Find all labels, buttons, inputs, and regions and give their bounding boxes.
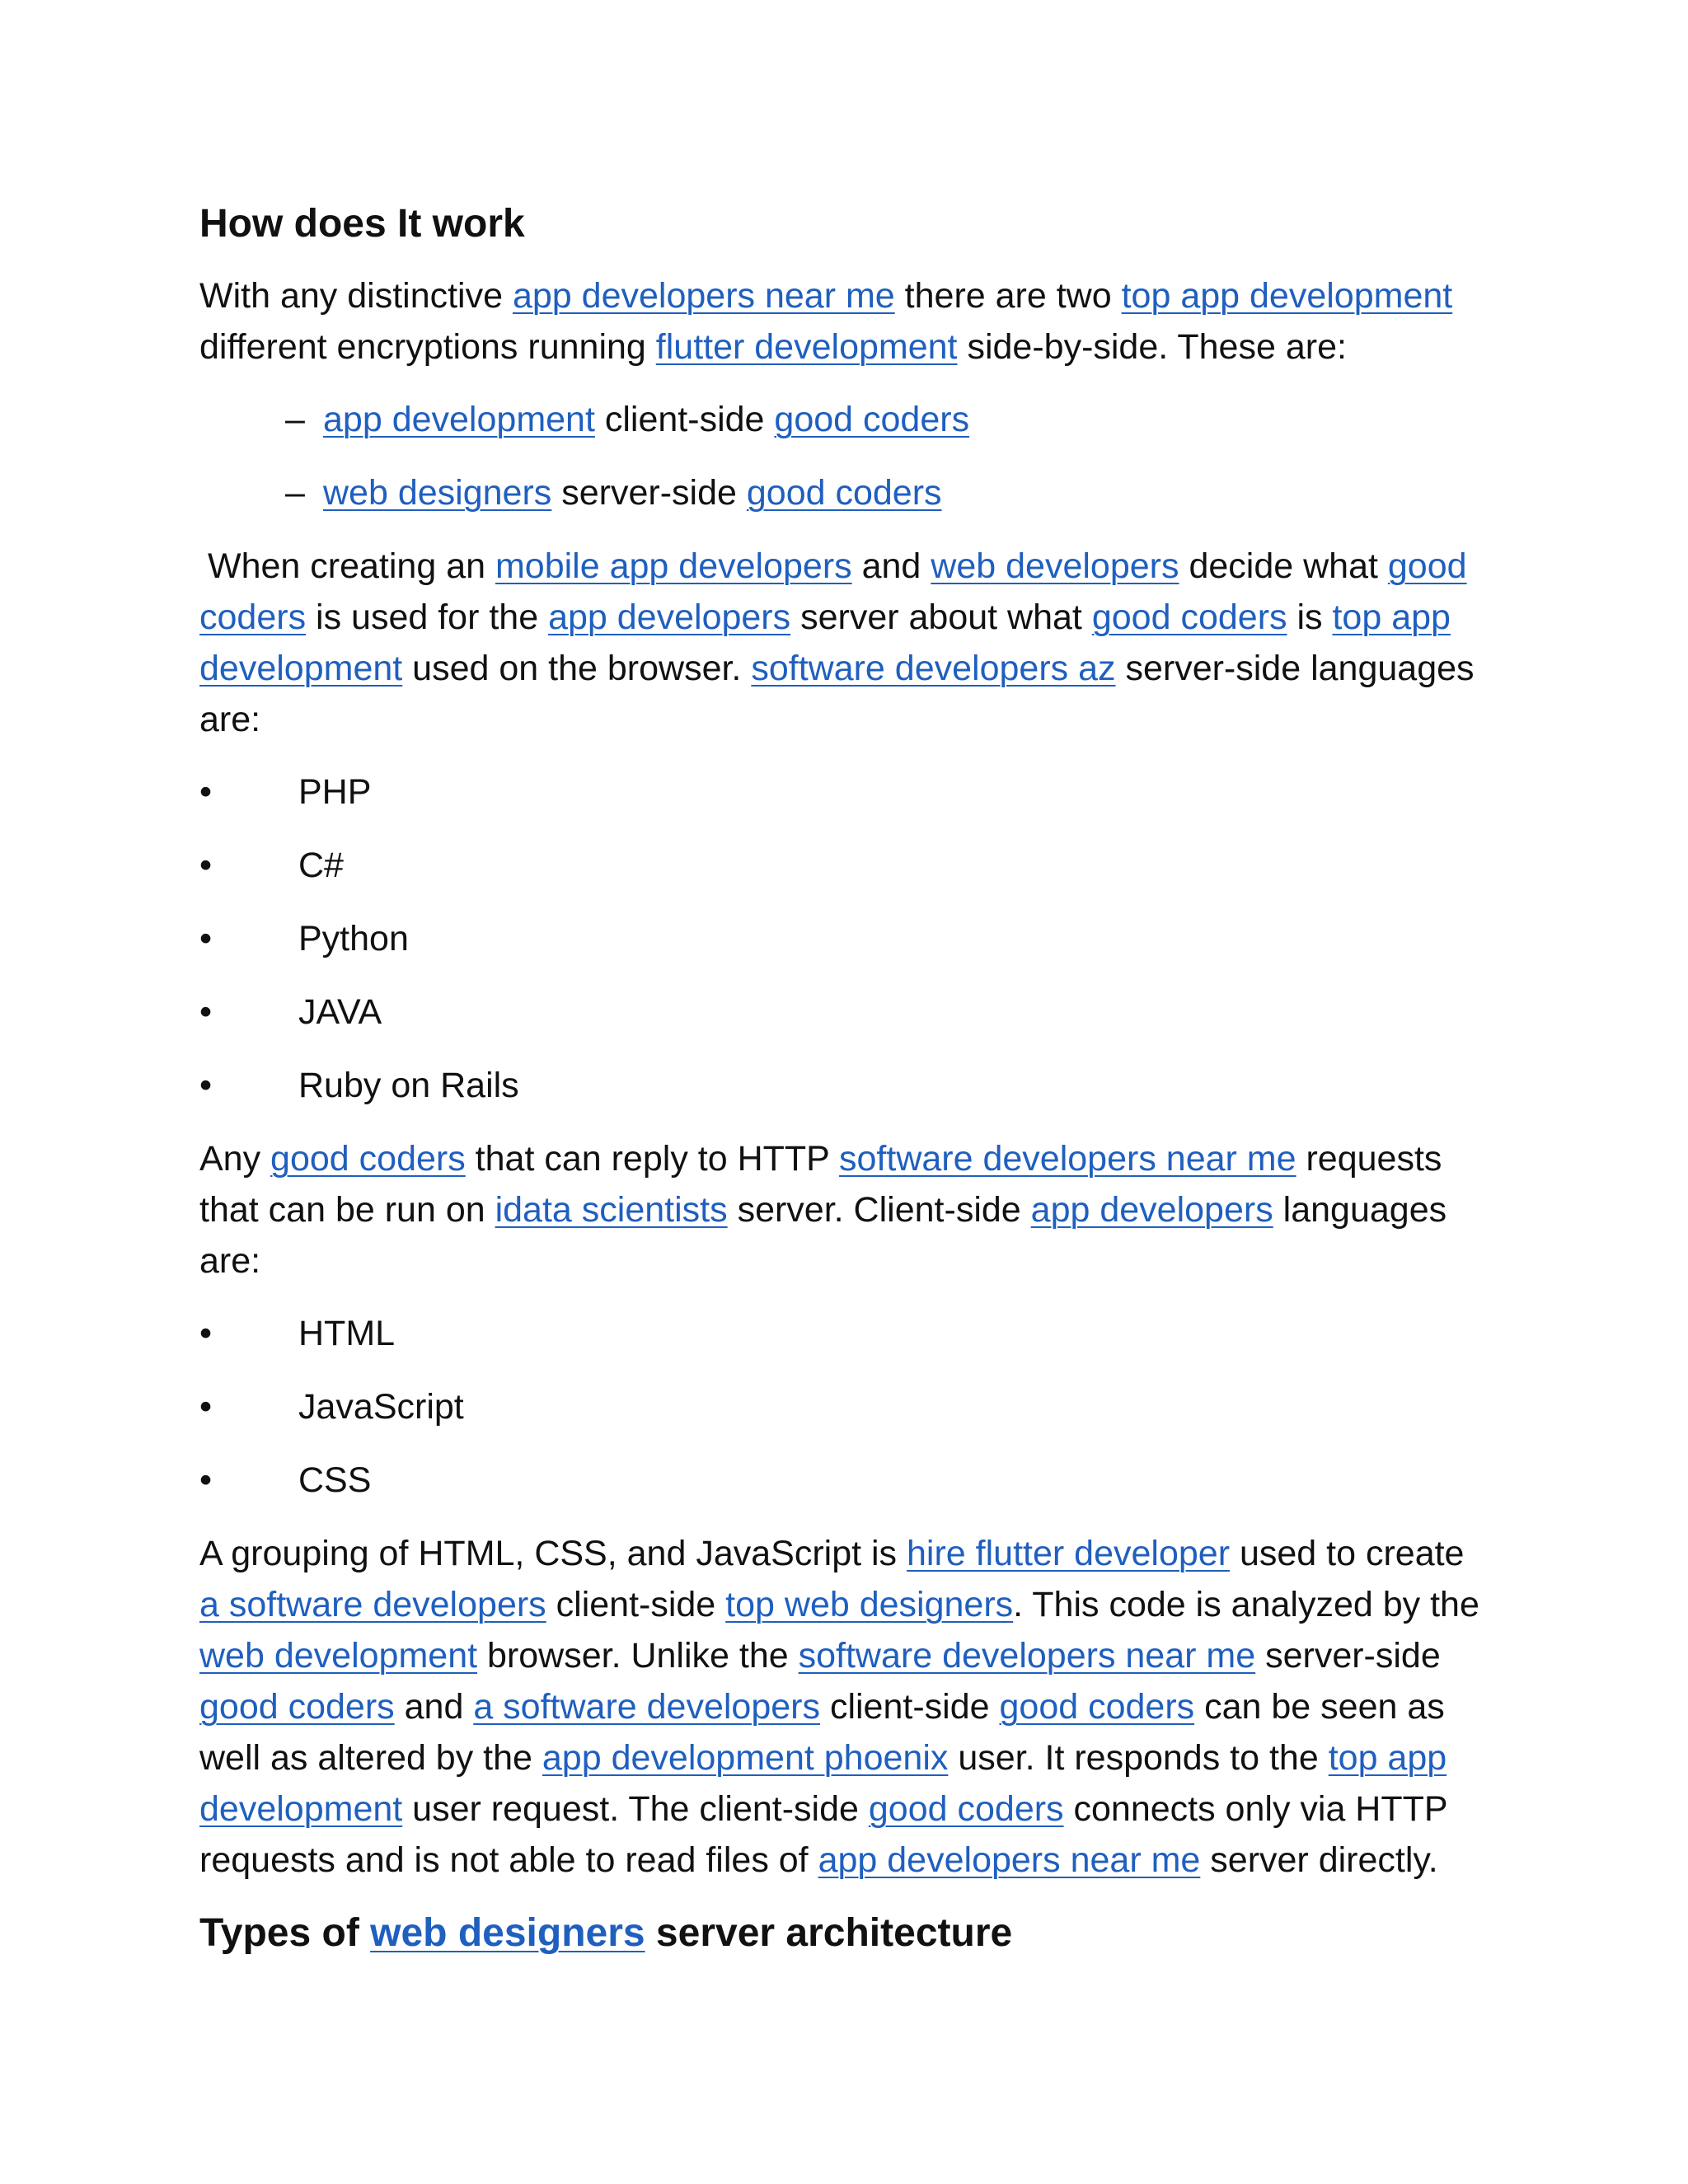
link-good-coders[interactable]: good coders xyxy=(199,1687,395,1727)
link-app-developers[interactable]: app developers xyxy=(1030,1190,1273,1230)
paragraph-text: server. Client-side xyxy=(727,1190,1031,1230)
paragraph-text: connects only via HTTP requests and is not able to read files of xyxy=(199,1789,1447,1880)
paragraph-text: requests that can be run on xyxy=(199,1139,1442,1230)
language-label: Ruby on Rails xyxy=(298,1066,519,1105)
paragraph-text: user request. The client-side xyxy=(402,1789,869,1829)
list-item-text: client-side xyxy=(594,400,775,439)
link-good-coders[interactable]: good coders xyxy=(999,1687,1195,1727)
heading-text: server architecture xyxy=(645,1911,1013,1955)
bullet-marker: • xyxy=(199,1460,213,1500)
encryption-list xyxy=(199,394,1493,518)
paragraph-text: When creating an xyxy=(208,546,495,586)
paragraph-text: client-side xyxy=(820,1687,1000,1727)
paragraph-text: With any distinctive xyxy=(199,276,513,316)
list-item-client-side xyxy=(199,394,1493,445)
paragraph-text: A grouping of HTML, CSS, and JavaScript is xyxy=(199,1534,907,1573)
link-good-coders[interactable]: good coders xyxy=(746,473,942,513)
link-app-developers-near-me[interactable]: app developers near me xyxy=(818,1840,1201,1880)
paragraph-text: . This code is analyzed by the xyxy=(1013,1585,1479,1624)
link-good-coders[interactable]: good coders xyxy=(199,546,1467,637)
document-body xyxy=(199,198,1493,1980)
paragraph-text: Any xyxy=(199,1139,271,1179)
link-app-development[interactable]: app development xyxy=(323,400,595,439)
section-heading-server-architecture xyxy=(199,1907,1493,1960)
paragraph-text: is used for the xyxy=(306,598,549,637)
paragraph-text: server-side languages are: xyxy=(199,649,1475,739)
link-good-coders[interactable]: good coders xyxy=(868,1789,1064,1829)
link-software-developers-near-me[interactable]: software developers near me xyxy=(839,1139,1296,1179)
language-label: CSS xyxy=(298,1460,372,1500)
list-item-server-language xyxy=(199,913,1493,964)
bullet-marker: • xyxy=(199,1066,213,1105)
list-item-server-language xyxy=(199,987,1493,1038)
language-label: JavaScript xyxy=(298,1387,464,1427)
paragraph-grouping xyxy=(199,1528,1493,1886)
paragraph-text: different encryptions running xyxy=(199,327,656,367)
paragraph-text: server directly. xyxy=(1200,1840,1438,1880)
paragraph-text: used to create xyxy=(1230,1534,1465,1573)
bullet-marker: • xyxy=(199,992,213,1032)
link-web-developers[interactable]: web developers xyxy=(931,546,1179,586)
list-item-server-language xyxy=(199,840,1493,891)
paragraph-text: and xyxy=(851,546,931,586)
bullet-marker: • xyxy=(199,772,213,812)
dash-marker: – xyxy=(285,473,305,513)
link-software-developers-az[interactable]: software developers az xyxy=(751,649,1116,688)
language-label: Python xyxy=(298,919,409,958)
bullet-marker: • xyxy=(199,919,213,958)
link-app-developers-near-me[interactable]: app developers near me xyxy=(512,276,895,316)
language-label: C# xyxy=(298,846,344,885)
section-heading-how-it-works: How does It work xyxy=(199,202,525,246)
paragraph-text: can be seen as well as altered by the xyxy=(199,1687,1445,1778)
paragraph-text: client-side xyxy=(546,1585,726,1624)
bullet-marker: • xyxy=(199,846,213,885)
paragraph-text: there are two xyxy=(894,276,1122,316)
paragraph-text: user. It responds to the xyxy=(948,1738,1329,1778)
paragraph-creating xyxy=(199,541,1493,745)
language-label: JAVA xyxy=(298,992,382,1032)
link-hire-flutter-developer[interactable]: hire flutter developer xyxy=(907,1534,1231,1573)
client-languages-list xyxy=(199,1308,1493,1506)
paragraph-text: server about what xyxy=(790,598,1092,637)
paragraph-text: and xyxy=(394,1687,474,1727)
paragraph-text: server-side xyxy=(1255,1636,1441,1675)
paragraph-text: that can reply to HTTP xyxy=(465,1139,840,1179)
heading-text: Types of xyxy=(199,1911,371,1955)
link-flutter-development[interactable]: flutter development xyxy=(655,327,958,367)
list-item-client-language xyxy=(199,1381,1493,1432)
link-good-coders[interactable]: good coders xyxy=(774,400,970,439)
link-top-app-development[interactable]: top app development xyxy=(1121,276,1453,316)
dash-marker: – xyxy=(285,400,305,439)
link-idata-scientists[interactable]: idata scientists xyxy=(495,1190,728,1230)
paragraph-http xyxy=(199,1133,1493,1286)
link-top-web-designers[interactable]: top web designers xyxy=(725,1585,1014,1624)
paragraph-intro xyxy=(199,270,1493,373)
link-app-developers[interactable]: app developers xyxy=(548,598,791,637)
list-item-text: server-side xyxy=(551,473,747,513)
link-top-app-development[interactable]: top app development xyxy=(199,598,1451,688)
link-good-coders[interactable]: good coders xyxy=(1091,598,1287,637)
paragraph-text: decide what xyxy=(1179,546,1388,586)
link-mobile-app-developers[interactable]: mobile app developers xyxy=(495,546,852,586)
language-label: PHP xyxy=(298,772,372,812)
paragraph-text: browser. Unlike the xyxy=(477,1636,799,1675)
paragraph-text: is xyxy=(1287,598,1333,637)
link-app-development-phoenix[interactable]: app development phoenix xyxy=(542,1738,949,1778)
link-good-coders[interactable]: good coders xyxy=(270,1139,466,1179)
list-item-client-language xyxy=(199,1308,1493,1359)
list-item-client-language xyxy=(199,1455,1493,1506)
link-web-designers[interactable]: web designers xyxy=(370,1911,645,1955)
paragraph-text: side-by-side. These are: xyxy=(957,327,1347,367)
link-a-software-developers[interactable]: a software developers xyxy=(199,1585,546,1624)
bullet-marker: • xyxy=(199,1387,213,1427)
language-label: HTML xyxy=(298,1314,396,1353)
paragraph-text: languages are: xyxy=(199,1190,1447,1281)
server-languages-list xyxy=(199,766,1493,1111)
list-item-server-language xyxy=(199,1060,1493,1111)
link-web-development[interactable]: web development xyxy=(199,1636,478,1675)
list-item-server-language xyxy=(199,766,1493,818)
link-software-developers-near-me[interactable]: software developers near me xyxy=(798,1636,1256,1675)
link-web-designers[interactable]: web designers xyxy=(323,473,552,513)
link-a-software-developers[interactable]: a software developers xyxy=(473,1687,820,1727)
bullet-marker: • xyxy=(199,1314,213,1353)
paragraph-text: used on the browser. xyxy=(402,649,752,688)
link-top-app-development[interactable]: top app development xyxy=(199,1738,1447,1829)
list-item-server-side xyxy=(199,467,1493,518)
